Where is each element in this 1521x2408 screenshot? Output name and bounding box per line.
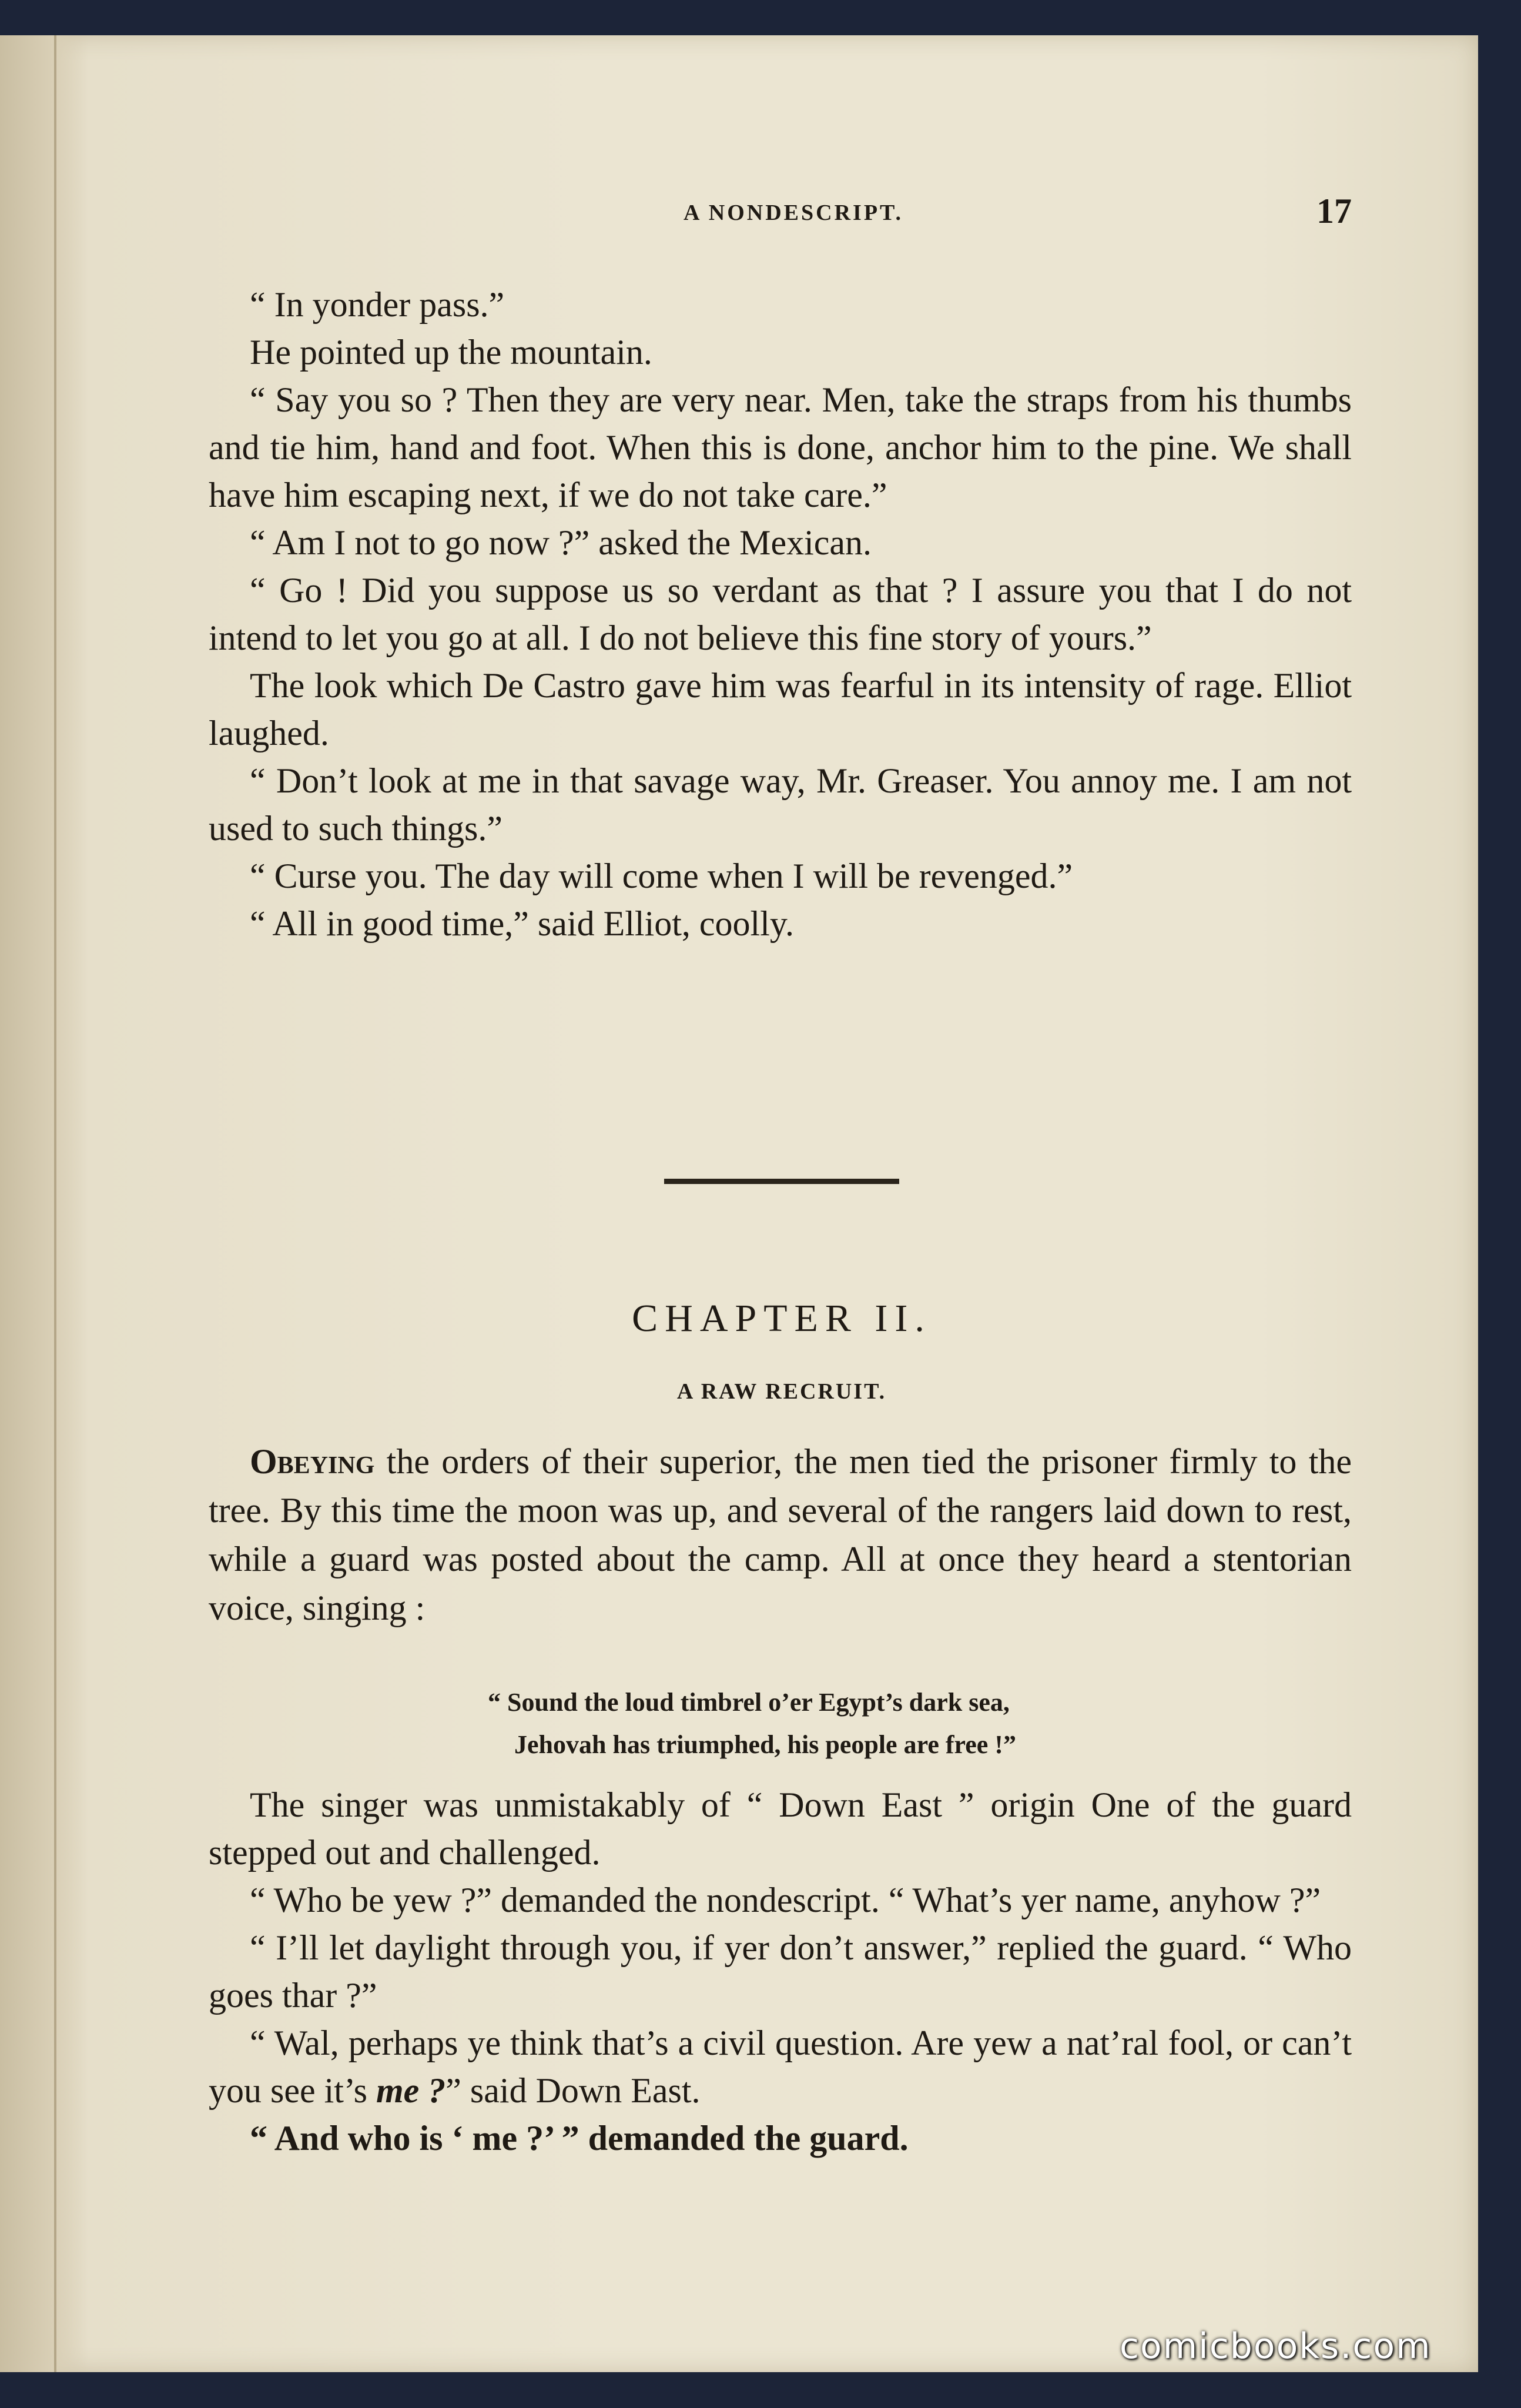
paragraph: “ In yonder pass.” — [250, 285, 505, 324]
paragraph: He pointed up the mountain. — [250, 333, 652, 372]
verse-line: “ Sound the loud timbrel o’er Egypt’s dark sea, — [488, 1688, 1010, 1717]
chapter-heading: CHAPTER II. — [632, 1297, 932, 1340]
site-watermark: comicbooks.com — [1120, 2326, 1432, 2367]
paragraph: “ Am I not to go now ?” asked the Mexican. — [250, 523, 872, 562]
paragraph — [209, 1437, 1352, 1633]
paragraph: “ Who be yew ?” demanded the nondescript. “ What’s yer name, anyhow ?” — [250, 1881, 1321, 1919]
section-three-text — [209, 1781, 1352, 2162]
paragraph: The look which De Castro gave him was fearful in its intensity of rage. Elliot laughed. — [209, 666, 1352, 752]
paragraph — [209, 2019, 1352, 2115]
paragraph: “ I’ll let daylight through you, if yer don’t answer,” replied the guard. “ Who goes thar ?” — [209, 1928, 1352, 2015]
paragraph: “ Curse you. The day will come when I will be revenged.” — [250, 857, 1073, 895]
verse-line: Jehovah has triumphed, his people are free !” — [514, 1730, 1016, 1759]
opening-word: Obeying — [250, 1442, 375, 1481]
paragraph: “ All in good time,” said Elliot, coolly. — [250, 904, 794, 943]
paragraph: “ And who is ‘ me ?’ ” demanded the guard. — [250, 2119, 909, 2158]
section-one-text — [209, 281, 1352, 948]
page-gutter — [0, 35, 88, 2372]
paragraph: “ Go ! Did you suppose us so verdant as that ? I assure you that I do not intend to let you go at all. I do not believe this fine story of yours.” — [209, 571, 1352, 657]
paragraph: “ Say you so ? Then they are very near. Men, take the straps from his thumbs and tie him, hand and foot. When this is done, anchor him to the pine. We shall have him escaping next, if we do not take care.” — [209, 380, 1352, 514]
chapter-subtitle: A RAW RECRUIT. — [676, 1379, 887, 1404]
paragraph: “ Don’t look at me in that savage way, Mr. Greaser. You annoy me. I am not used to such things.” — [209, 761, 1352, 848]
song-verse — [488, 1681, 1252, 1766]
emphasis-me: me ? — [376, 2071, 446, 2110]
spine-edge — [54, 35, 56, 2372]
paragraph-tail: ” said Down East. — [445, 2071, 701, 2110]
section-two-text — [209, 1437, 1352, 1633]
section-divider-rule — [664, 1179, 899, 1184]
page-number: 17 — [1316, 192, 1352, 230]
opening-text: the orders of their superior, the men tied the prisoner firmly to the tree. By this time the moon was up, and several of the rangers laid down to rest, while a guard was posted about the camp. All at once they heard a stentorian voice, singing : — [209, 1442, 1352, 1627]
running-header: A NONDESCRIPT. — [683, 200, 904, 225]
paragraph: The singer was unmistakably of “ Down East ” origin One of the guard stepped out and challenged. — [209, 1785, 1352, 1872]
paragraph-text: “ Wal, perhaps ye think that’s a civil question. Are yew a nat’ral fool, or can’t you see it’s — [209, 2024, 1352, 2110]
